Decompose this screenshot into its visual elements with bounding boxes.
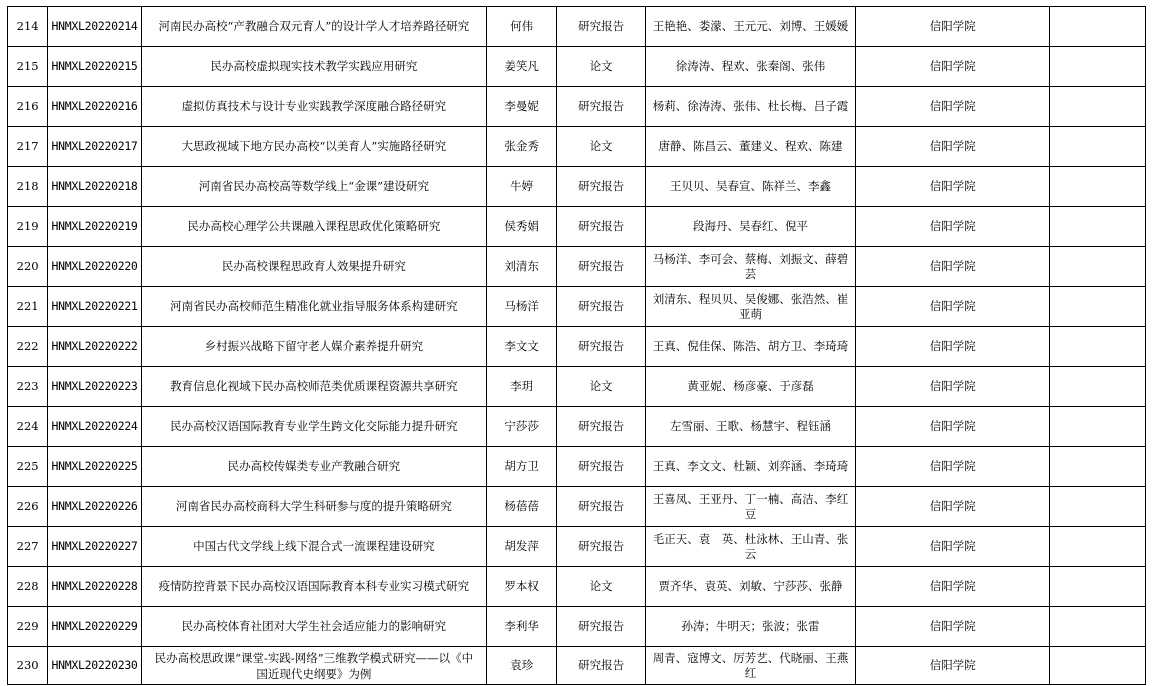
row-number-cell: 230 xyxy=(8,647,48,685)
project-code-cell: HNMXL20220223 xyxy=(48,367,142,407)
remarks-cell xyxy=(1050,447,1146,487)
project-leader-cell: 张金秀 xyxy=(486,127,556,167)
row-number-cell: 218 xyxy=(8,167,48,207)
project-code-cell: HNMXL20220230 xyxy=(48,647,142,685)
institution-cell: 信阳学院 xyxy=(856,367,1050,407)
project-code-cell: HNMXL20220214 xyxy=(48,7,142,47)
members-cell: 王真、倪佳保、陈浩、胡方卫、李琦琦 xyxy=(645,327,855,367)
result-type-cell: 研究报告 xyxy=(557,607,646,647)
row-number-cell: 219 xyxy=(8,207,48,247)
row-number-cell: 227 xyxy=(8,527,48,567)
result-type-cell: 研究报告 xyxy=(557,207,646,247)
project-title-cell: 民办高校虚拟现实技术教学实践应用研究 xyxy=(141,47,486,87)
members-cell: 贾齐华、袁英、刘敏、宁莎莎、张静 xyxy=(645,567,855,607)
table-row xyxy=(8,487,1146,527)
result-type-cell: 研究报告 xyxy=(557,527,646,567)
project-code-cell: HNMXL20220215 xyxy=(48,47,142,87)
institution-cell: 信阳学院 xyxy=(856,327,1050,367)
project-code-cell: HNMXL20220221 xyxy=(48,287,142,327)
row-number-cell: 222 xyxy=(8,327,48,367)
members-cell: 王艳艳、娄濛、王元元、刘博、王媛媛 xyxy=(645,7,855,47)
project-leader-cell: 杨蓓蓓 xyxy=(486,487,556,527)
institution-cell: 信阳学院 xyxy=(856,287,1050,327)
table-row xyxy=(8,47,1146,87)
row-number-cell: 224 xyxy=(8,407,48,447)
row-number-cell: 229 xyxy=(8,607,48,647)
project-title-cell: 民办高校传媒类专业产教融合研究 xyxy=(141,447,486,487)
project-title-cell: 疫情防控背景下民办高校汉语国际教育本科专业实习模式研究 xyxy=(141,567,486,607)
table-body xyxy=(8,7,1146,685)
institution-cell: 信阳学院 xyxy=(856,447,1050,487)
remarks-cell xyxy=(1050,287,1146,327)
project-title-cell: 河南省民办高校高等数学线上“金课”建设研究 xyxy=(141,167,486,207)
table-row xyxy=(8,87,1146,127)
row-number-cell: 217 xyxy=(8,127,48,167)
row-number-cell: 216 xyxy=(8,87,48,127)
members-cell: 黄亚妮、杨彦豪、于彦磊 xyxy=(645,367,855,407)
result-type-cell: 研究报告 xyxy=(557,247,646,287)
result-type-cell: 研究报告 xyxy=(557,7,646,47)
project-title-cell: 大思政视域下地方民办高校“以美育人”实施路径研究 xyxy=(141,127,486,167)
table-row xyxy=(8,327,1146,367)
result-type-cell: 论文 xyxy=(557,47,646,87)
project-title-cell: 民办高校心理学公共课融入课程思政优化策略研究 xyxy=(141,207,486,247)
institution-cell: 信阳学院 xyxy=(856,47,1050,87)
remarks-cell xyxy=(1050,167,1146,207)
project-title-cell: 乡村振兴战略下留守老人媒介素养提升研究 xyxy=(141,327,486,367)
remarks-cell xyxy=(1050,127,1146,167)
members-cell: 王真、李文文、杜颖、刘弈涵、李琦琦 xyxy=(645,447,855,487)
remarks-cell xyxy=(1050,207,1146,247)
project-leader-cell: 李曼妮 xyxy=(486,87,556,127)
project-leader-cell: 刘清东 xyxy=(486,247,556,287)
result-type-cell: 研究报告 xyxy=(557,327,646,367)
remarks-cell xyxy=(1050,567,1146,607)
row-number-cell: 226 xyxy=(8,487,48,527)
remarks-cell xyxy=(1050,527,1146,567)
institution-cell: 信阳学院 xyxy=(856,487,1050,527)
members-cell: 唐静、陈昌云、董建义、程欢、陈建 xyxy=(645,127,855,167)
table-row xyxy=(8,287,1146,327)
table-row xyxy=(8,407,1146,447)
remarks-cell xyxy=(1050,327,1146,367)
project-code-cell: HNMXL20220222 xyxy=(48,327,142,367)
institution-cell: 信阳学院 xyxy=(856,7,1050,47)
institution-cell: 信阳学院 xyxy=(856,647,1050,685)
remarks-cell xyxy=(1050,647,1146,685)
remarks-cell xyxy=(1050,47,1146,87)
members-cell: 马杨洋、李可会、蔡梅、刘振文、薛碧芸 xyxy=(645,247,855,287)
project-leader-cell: 何伟 xyxy=(486,7,556,47)
result-type-cell: 论文 xyxy=(557,367,646,407)
result-type-cell: 论文 xyxy=(557,127,646,167)
remarks-cell xyxy=(1050,367,1146,407)
members-cell: 王贝贝、吴春宣、陈祥兰、李鑫 xyxy=(645,167,855,207)
table-row xyxy=(8,567,1146,607)
project-title-cell: 民办高校课程思政育人效果提升研究 xyxy=(141,247,486,287)
members-cell: 孙涛；牛明天；张波；张雷 xyxy=(645,607,855,647)
project-code-cell: HNMXL20220224 xyxy=(48,407,142,447)
remarks-cell xyxy=(1050,87,1146,127)
institution-cell: 信阳学院 xyxy=(856,127,1050,167)
project-code-cell: HNMXL20220229 xyxy=(48,607,142,647)
members-cell: 段海丹、吴春红、倪平 xyxy=(645,207,855,247)
project-code-cell: HNMXL20220218 xyxy=(48,167,142,207)
result-type-cell: 论文 xyxy=(557,567,646,607)
project-title-cell: 虚拟仿真技术与设计专业实践教学深度融合路径研究 xyxy=(141,87,486,127)
members-cell: 王喜凤、王亚丹、丁一楠、高洁、李红豆 xyxy=(645,487,855,527)
remarks-cell xyxy=(1050,247,1146,287)
project-title-cell: 民办高校思政课“课堂-实践-网络”三维教学模式研究——以《中国近现代史纲要》为例 xyxy=(141,647,486,685)
result-type-cell: 研究报告 xyxy=(557,287,646,327)
table-row xyxy=(8,607,1146,647)
remarks-cell xyxy=(1050,607,1146,647)
table-row xyxy=(8,207,1146,247)
remarks-cell xyxy=(1050,407,1146,447)
result-type-cell: 研究报告 xyxy=(557,87,646,127)
members-cell: 刘清东、程贝贝、吴俊娜、张浩然、崔亚萌 xyxy=(645,287,855,327)
row-number-cell: 223 xyxy=(8,367,48,407)
table-row xyxy=(8,167,1146,207)
project-code-cell: HNMXL20220225 xyxy=(48,447,142,487)
project-title-cell: 河南民办高校“产教融合双元育人”的设计学人才培养路径研究 xyxy=(141,7,486,47)
project-leader-cell: 李利华 xyxy=(486,607,556,647)
table-row xyxy=(8,527,1146,567)
project-title-cell: 民办高校体育社团对大学生社会适应能力的影响研究 xyxy=(141,607,486,647)
project-leader-cell: 李文文 xyxy=(486,327,556,367)
result-type-cell: 研究报告 xyxy=(557,407,646,447)
project-leader-cell: 马杨洋 xyxy=(486,287,556,327)
project-leader-cell: 姜笑凡 xyxy=(486,47,556,87)
result-type-cell: 研究报告 xyxy=(557,447,646,487)
project-code-cell: HNMXL20220219 xyxy=(48,207,142,247)
row-number-cell: 220 xyxy=(8,247,48,287)
project-leader-cell: 胡发萍 xyxy=(486,527,556,567)
table-row xyxy=(8,367,1146,407)
institution-cell: 信阳学院 xyxy=(856,527,1050,567)
institution-cell: 信阳学院 xyxy=(856,207,1050,247)
row-number-cell: 214 xyxy=(8,7,48,47)
project-code-cell: HNMXL20220220 xyxy=(48,247,142,287)
project-leader-cell: 袁珍 xyxy=(486,647,556,685)
members-cell: 左雪丽、王歌、杨慧宇、程钰涵 xyxy=(645,407,855,447)
institution-cell: 信阳学院 xyxy=(856,87,1050,127)
members-cell: 徐涛涛、程欢、张秦阁、张伟 xyxy=(645,47,855,87)
result-type-cell: 研究报告 xyxy=(557,487,646,527)
members-cell: 杨莉、徐涛涛、张伟、杜长梅、吕子霞 xyxy=(645,87,855,127)
project-code-cell: HNMXL20220217 xyxy=(48,127,142,167)
project-leader-cell: 宁莎莎 xyxy=(486,407,556,447)
project-code-cell: HNMXL20220227 xyxy=(48,527,142,567)
project-table xyxy=(7,6,1146,685)
result-type-cell: 研究报告 xyxy=(557,167,646,207)
row-number-cell: 221 xyxy=(8,287,48,327)
project-leader-cell: 胡方卫 xyxy=(486,447,556,487)
members-cell: 周青、寇博文、厉芳艺、代晓丽、王燕红 xyxy=(645,647,855,685)
project-code-cell: HNMXL20220226 xyxy=(48,487,142,527)
table-row xyxy=(8,647,1146,685)
project-title-cell: 河南省民办高校师范生精准化就业指导服务体系构建研究 xyxy=(141,287,486,327)
institution-cell: 信阳学院 xyxy=(856,247,1050,287)
project-code-cell: HNMXL20220228 xyxy=(48,567,142,607)
institution-cell: 信阳学院 xyxy=(856,567,1050,607)
project-leader-cell: 李玥 xyxy=(486,367,556,407)
members-cell: 毛正天、袁 英、杜泳林、王山青、张云 xyxy=(645,527,855,567)
project-leader-cell: 罗本权 xyxy=(486,567,556,607)
institution-cell: 信阳学院 xyxy=(856,607,1050,647)
project-title-cell: 河南省民办高校商科大学生科研参与度的提升策略研究 xyxy=(141,487,486,527)
remarks-cell xyxy=(1050,487,1146,527)
project-title-cell: 民办高校汉语国际教育专业学生跨文化交际能力提升研究 xyxy=(141,407,486,447)
row-number-cell: 225 xyxy=(8,447,48,487)
table-row xyxy=(8,247,1146,287)
table-row xyxy=(8,7,1146,47)
project-title-cell: 中国古代文学线上线下混合式一流课程建设研究 xyxy=(141,527,486,567)
row-number-cell: 215 xyxy=(8,47,48,87)
project-title-cell: 教育信息化视域下民办高校师范类优质课程资源共享研究 xyxy=(141,367,486,407)
institution-cell: 信阳学院 xyxy=(856,407,1050,447)
project-leader-cell: 牛婷 xyxy=(486,167,556,207)
table-row xyxy=(8,447,1146,487)
institution-cell: 信阳学院 xyxy=(856,167,1050,207)
result-type-cell: 研究报告 xyxy=(557,647,646,685)
project-leader-cell: 侯秀娟 xyxy=(486,207,556,247)
project-code-cell: HNMXL20220216 xyxy=(48,87,142,127)
remarks-cell xyxy=(1050,7,1146,47)
table-row xyxy=(8,127,1146,167)
row-number-cell: 228 xyxy=(8,567,48,607)
